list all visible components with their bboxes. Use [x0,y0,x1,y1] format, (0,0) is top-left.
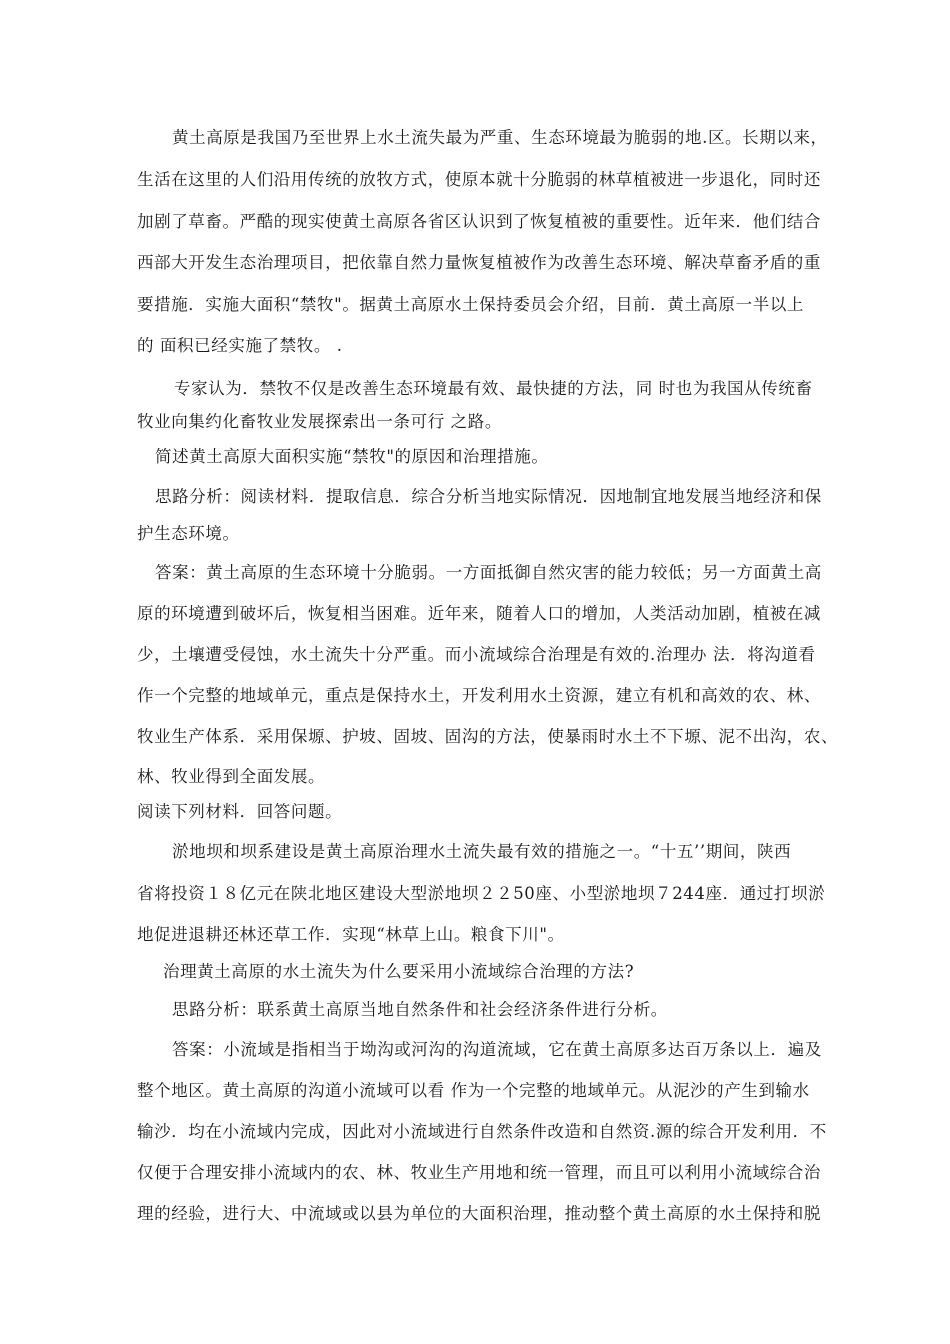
text-line: 淤地坝和坝系建设是黄土高原治理水土流失最有效的措施之一。“十五’’期间，陕西 [172,842,792,861]
text-line: 林、牧业得到全面发展。 [137,767,326,786]
text-line: 专家认为．禁牧不仅是改善生态环境最有效、最快捷的方法，同 时也为我国从传统畜 [174,379,813,398]
text-line: 整个地区。黄土高原的沟道小流域可以看 作为一个完整的地域单元。从泥沙的产生到输水 [137,1081,810,1100]
text-line: 仅便于合理安排小流域内的农、林、牧业生产用地和统一管理，而且可以利用小流域综合治 [137,1163,821,1182]
text-line: 阅读下列材料．回答问题。 [137,802,343,821]
text-line: 牧业向集约化畜牧业发展探索出一条可行 之路。 [137,412,502,431]
text-line: 护生态环境。 [137,524,240,543]
text-line: 少，土壤遭受侵蚀，水土流失十分严重。而小流域综合治理是有效的.治理办 法．将沟道看 [137,645,816,664]
text-line: 思路分析：阅读材料．提取信息．综合分析当地实际情况．因地制宜地发展当地经济和保 [155,487,822,506]
text-line: 地促进退耕还林还草工作．实现“林草上山。粮食下川"。 [137,925,565,944]
text-line: 加剧了草畜。严酷的现实使黄土高原各省区认识到了恢复植被的重要性。近年来．他们结合 [137,212,821,231]
text-line: 原的环境遭到破坏后，恢复相当困难。近年来，随着人口的增加，人类活动加剧，植被在减 [137,604,821,623]
text-line: 简述黄土高原大面积实施“禁牧"的原因和治理措施。 [155,447,549,466]
text-line: 理的经验，进行大、中流域或以县为单位的大面积治理，推动整个黄土高原的水土保持和脱 [137,1204,821,1223]
text-line: 的 面积已经实施了禁牧。 . [137,336,343,355]
text-line: 作一个完整的地域单元，重点是保持水土，开发利用水土资源，建立有机和高效的农、林、 [137,686,821,705]
text-line: 黄土高原是我国乃至世界上水土流失最为严重、生态环境最为脆弱的地.区。长期以来， [172,128,828,147]
text-line: 生活在这里的人们沿用传统的放牧方式，使原本就十分脆弱的林草植被进一步退化，同时还 [137,170,821,189]
text-line: 要措施．实施大面积“禁牧"。据黄土高原水土保持委员会介绍，目前．黄土高原一半以上 [137,295,805,314]
text-line: 答案：黄土高原的生态环境十分脆弱。一方面抵御自然灾害的能力较低；另一方面黄土高 [155,563,822,582]
text-line: 输沙．均在小流域内完成，因此对小流域进行自然条件改造和自然资.源的综合开发利用．不 [137,1122,827,1141]
text-line: 答案：小流域是指相当于坳沟或河沟的沟道流域，它在黄土高原多达百万条以上．遍及 [172,1040,822,1059]
text-line: 西部大开发生态治理项目，把依靠自然力量恢复植被作为改善生态环境、解决草畜矛盾的重 [137,253,821,272]
text-line: 牧业生产体系．采用保塬、护坡、固坡、固沟的方法，使暴雨时水土不下塬、泥不出沟，农、 [137,727,839,746]
text-line: 省将投资１８亿元在陕北地区建设大型淤地坝２２50座、小型淤地坝７244座．通过打坝淤 [137,884,826,903]
text-line: 治理黄土高原的水土流失为什么要采用小流域综合治理的方法? [163,962,635,981]
text-line: 思路分析：联系黄土高原当地自然条件和社会经济条件进行分析。 [172,1000,668,1019]
